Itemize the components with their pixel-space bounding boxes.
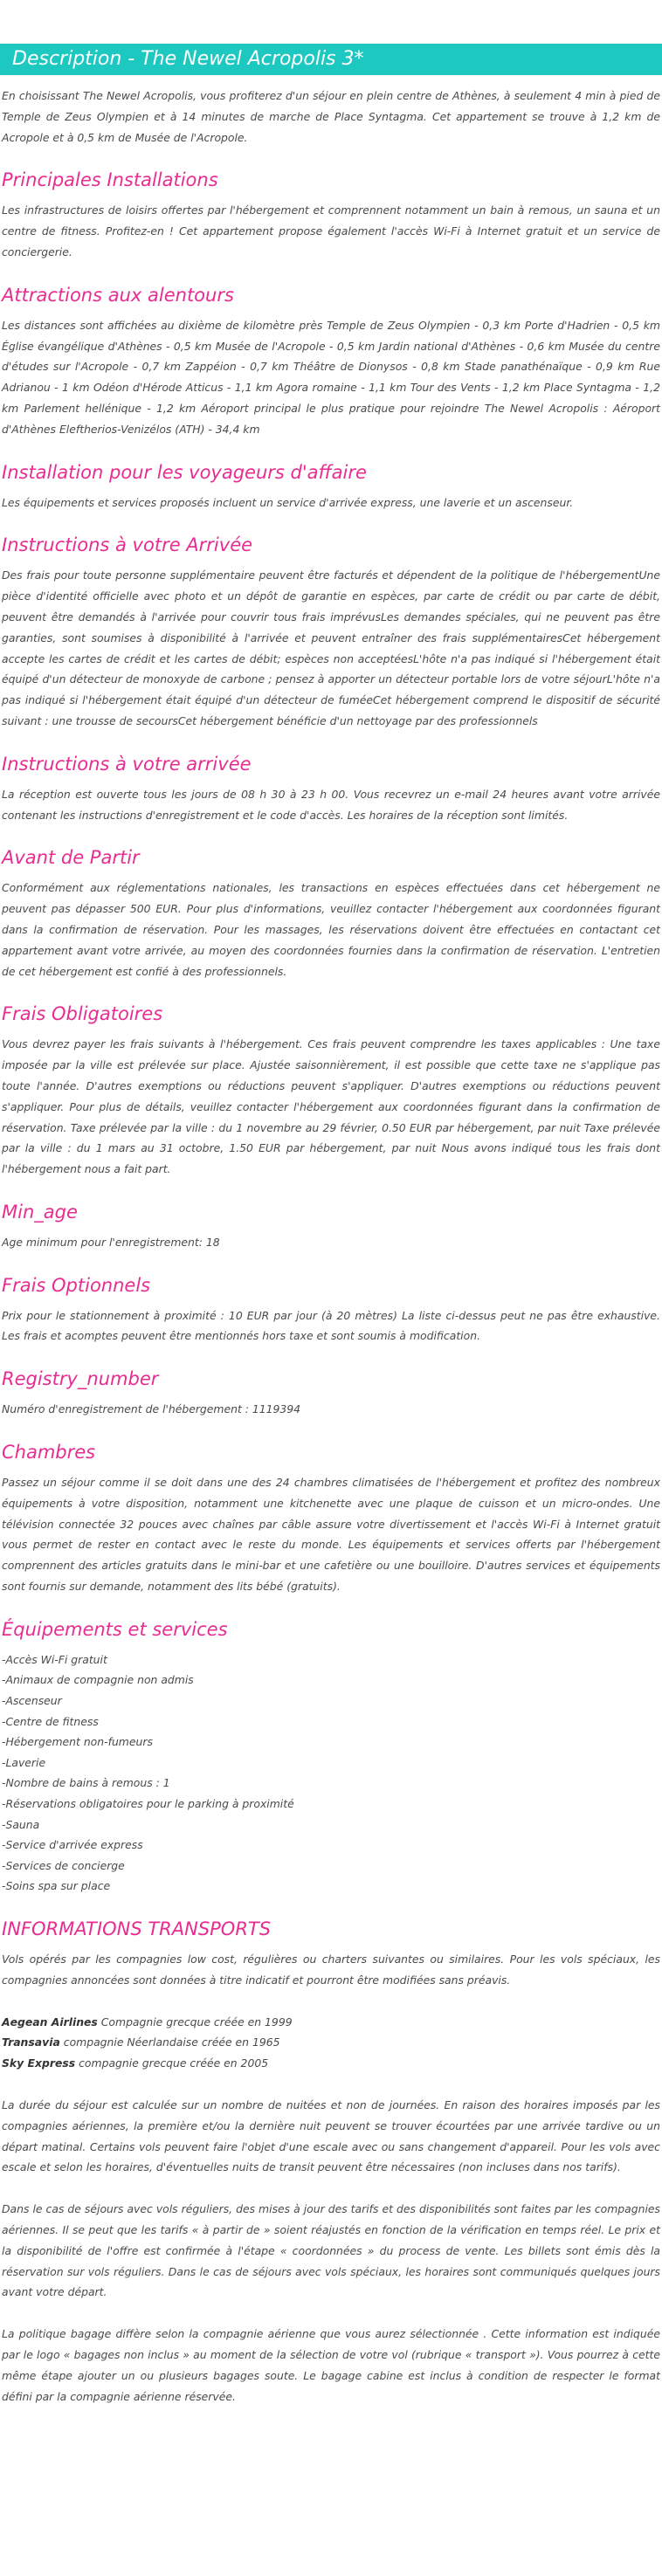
section-heading: Frais Optionnels [2, 1274, 151, 1296]
transports-paragraph: La durée du séjour est calculée sur un nombre de nuitées et non de journées. En raison des horaires imposés par les compagnies aériennes, la première et/ou la dernière nuit peuvent se trouver écourtées par une arrivée tardive ou un départ matinal. Certains vols peuvent faire l'objet d'une escale avec ou sans changement d'appareil. Pour les vols avec escale et selon les horaires, d'éventuelles nuits de transit peuvent être nécessaires (non incluses dans nos tarifs). [2, 2097, 660, 2174]
section-heading: Principales Installations [2, 169, 218, 191]
section-installations [2, 167, 660, 262]
airline-row [2, 2012, 660, 2033]
section-heading: Registry_number [2, 1368, 159, 1390]
section-heading: Équipements et services [2, 1618, 228, 1640]
section-text: Vous devrez payer les frais suivants à l'hébergement. Ces frais peuvent comprendre les taxes applicables : Une taxe imposée par la ville est prélevée sur place. Ajustée saisonnièrement, il est possible que cette taxe ne s'applique pas toute l'année. D'autres exemptions ou réductions peuvent s'appliquer. D'autres exemptions ou réductions peuvent s'appliquer. Pour plus de détails, veuillez contacter l'hébergement aux coordonnées figurant dans la confirmation de réservation. Taxe prélevée par la ville : du 1 novembre au 29 février, 0.50 EUR par hébergement, par nuit Taxe prélevée par la ville : du 1 mars au 31 octobre, 1.50 EUR par hébergement, par nuit Nous avons indiqué tous les frais dont l'hébergement nous a fait part. [2, 1037, 660, 1176]
list-item: -Réservations obligatoires pour le parking à proximité [2, 1797, 294, 1811]
airline-name: Aegean Airlines [2, 2015, 98, 2028]
section-heading: Instructions à votre arrivée [2, 753, 252, 775]
list-item: -Service d'arrivée express [2, 1838, 143, 1852]
list-item: -Soins spa sur place [2, 1879, 111, 1893]
airline-name: Sky Express [2, 2056, 76, 2070]
airline-desc: Compagnie grecque créée en 1999 [100, 2015, 293, 2028]
section-heading: Avant de Partir [2, 847, 140, 869]
section-frais-optionnels [2, 1272, 660, 1347]
section-heading: Installation pour les voyageurs d'affaire [2, 461, 367, 483]
section-attractions [2, 282, 660, 440]
list-item: -Centre de fitness [2, 1714, 99, 1728]
section-text: Les équipements et services proposés incluent un service d'arrivée express, une laverie et un ascenseur. [2, 495, 574, 509]
content [0, 86, 662, 2407]
section-transports [2, 1916, 660, 2407]
list-item: -Ascenseur [2, 1694, 62, 1708]
section-affaires [2, 459, 660, 513]
transports-paragraph: Dans le cas de séjours avec vols réguliers, des mises à jour des tarifs et des disponibilités sont faites par les compagnies aériennes. Il se peut que les tarifs « à partir de » soient réajustés en fonction de la vérification en temps réel. Le prix et la disponibilité de l'offre est confirmée à l'étape « coordonnées » du process de vente. Les billets sont émis dès la réservation sur vols réguliers. Dans le cas de séjours avec vols spéciaux, les horaires sont communiqués quelques jours avant votre départ. [2, 2202, 660, 2299]
airline-name: Transavia [2, 2035, 60, 2049]
section-heading: Attractions aux alentours [2, 284, 234, 306]
transports-paragraph: La politique bagage diffère selon la compagnie aérienne que vous aurez sélectionnée . Cette information est indiquée par le logo « bagages non inclus » au moment de la sélection de votre vol (rubrique « transport »). Vous pourrez à cette même étape ajouter un ou plusieurs bagages soute. Le bagage cabine est inclus à condition de respecter le format défini par la compagnie aérienne réservée. [2, 2327, 660, 2403]
section-avant-de-partir [2, 844, 660, 981]
section-heading: Instructions à votre Arrivée [2, 534, 253, 556]
page-title: Description - The Newel Acropolis 3* [0, 44, 662, 75]
list-item: -Animaux de compagnie non admis [2, 1673, 194, 1687]
airline-row [2, 2032, 660, 2053]
list-item: -Sauna [2, 1817, 40, 1831]
section-equipements [2, 1616, 660, 1897]
section-text: Des frais pour toute personne supplémentaire peuvent être facturés et dépendent de la politique de l'hébergementUne pièce d'identité officielle avec photo et un dépôt de garantie en espèces, par carte de crédit ou par carte de débit, peuvent être demandés à l'arrivée pour couvrir tous frais imprévusLes demandes spéciales, qui ne peuvent pas être garanties, sont soumises à disponibilité à l'arrivée et peuvent entraîner des frais supplémentairesCet hébergement accepte les cartes de crédit et les cartes de débit; espèces non acceptéesL'hôte n'a pas indiqué si l'hébergement était équipé d'un détecteur de monoxyde de carbone ; pensez à apporter un détecteur portable lors de votre séjourL'hôte n'a pas indiqué si l'hébergement était équipé d'un détecteur de fuméeCet hébergement comprend le dispositif de sécurité suivant : une trousse de secoursCet hébergement bénéficie d'un nettoyage par des professionnels [2, 568, 660, 727]
list-item: -Laverie [2, 1755, 46, 1769]
section-arrivee-2 [2, 751, 660, 826]
airline-desc: compagnie Néerlandaise créée en 1965 [63, 2035, 280, 2049]
section-heading: INFORMATIONS TRANSPORTS [2, 1918, 272, 1939]
section-chambres [2, 1439, 660, 1597]
section-registry-number [2, 1366, 660, 1420]
list-item: -Accès Wi-Fi gratuit [2, 1652, 107, 1666]
section-text: Passez un séjour comme il se doit dans une des 24 chambres climatisées de l'hébergement et profitez des nombreux équipements à votre disposition, notamment une kitchenette avec une plaque de cuisson et un micro-ondes. Une télévision connectée 32 pouces avec chaînes par câble assure votre divertissement et l'accès Wi-Fi à Internet gratuit vous permet de rester en contact avec le reste du monde. Les équipements et services offerts par l'hébergement comprennent des articles gratuits dans le mini-bar et une cafetière ou une bouilloire. D'autres services et équipements sont fournis sur demande, notamment des lits bébé (gratuits). [2, 1476, 660, 1594]
section-text: Numéro d'enregistrement de l'hébergement : 1119394 [2, 1402, 301, 1416]
list-item: -Nombre de bains à remous : 1 [2, 1776, 170, 1790]
airline-row [2, 2053, 660, 2074]
section-frais-obligatoires [2, 1001, 660, 1180]
section-text: La réception est ouverte tous les jours de 08 h 30 à 23 h 00. Vous recevrez un e-mail 24 heures avant votre arrivée contenant les instructions d'enregistrement et le code d'accès. Les horaires de la réception sont limités. [2, 787, 660, 822]
list-item: -Hébergement non-fumeurs [2, 1735, 153, 1749]
section-heading: Chambres [2, 1442, 96, 1464]
intro-text: En choisissant The Newel Acropolis, vous profiterez d'un séjour en plein centre de Athènes, à seulement 4 min à pied de Temple de Zeus Olympien et à 14 minutes de marche de Place Syntagma. Cet appartement se trouve à 1,2 km de Acropole et à 0,5 km de Musée de l'Acropole. [2, 89, 660, 144]
transports-intro: Vols opérés par les compagnies low cost, régulières ou charters suivantes ou similaires. Pour les vols spéciaux, les compagnies annoncées sont données à titre indicatif et pourront être modifiées sans préavis. [2, 1952, 660, 1987]
section-min-age [2, 1199, 660, 1253]
section-text: Les distances sont affichées au dixième de kilomètre près Temple de Zeus Olympien - 0,3 km Porte d'Hadrien - 0,5 km Église évangélique d'Athènes - 0,5 km Musée de l'Acropole - 0,5 km Jardin national d'Athènes - 0,6 km Musée du centre d'études sur l'Acropole - 0,7 km Zappéion - 0,7 km Théâtre de Dionysos - 0,8 km Stade panathénaïque - 0,9 km Rue Adrianou - 1 km Odéon d'Hérode Atticus - 1,1 km Agora romaine - 1,1 km Tour des Vents - 1,2 km Place Syntagma - 1,2 km Parlement hellénique - 1,2 km Aéroport principal le plus pratique pour rejoindre The Newel Acropolis : Aéroport d'Athènes Eleftherios-Venizélos (ATH) - 34,4 km [2, 318, 660, 436]
section-text: Age minimum pour l'enregistrement: 18 [2, 1235, 220, 1249]
section-text: Conformément aux réglementations nationales, les transactions en espèces effectuées dans cet hébergement ne peuvent pas dépasser 500 EUR. Pour plus d'informations, veuillez contacter l'hébergement aux coordonnées figurant dans la confirmation de réservation. Pour les massages, les réservations doivent être effectuées en contactant cet appartement avant votre arrivée, au moyen des coordonnées fournies dans la confirmation de réservation. L'entretien de cet hébergement est confié à des professionnels. [2, 881, 660, 978]
section-arrivee-1 [2, 532, 660, 731]
section-heading: Min_age [2, 1201, 78, 1223]
section-heading: Frais Obligatoires [2, 1003, 163, 1025]
list-item: -Services de concierge [2, 1858, 125, 1872]
section-text: Les infrastructures de loisirs offertes par l'hébergement et comprennent notamment un bain à remous, un sauna et un centre de fitness. Profitez-en ! Cet appartement propose également l'accès Wi-Fi à Internet gratuit et un service de conciergerie. [2, 203, 660, 258]
equipements-list [2, 1650, 660, 1897]
airline-desc: compagnie grecque créée en 2005 [79, 2056, 269, 2070]
section-text: Prix pour le stationnement à proximité : 10 EUR par jour (à 20 mètres) La liste ci-dessus peut ne pas être exhaustive. Les frais et acomptes peuvent être mentionnés hors taxe et sont soumis à modification. [2, 1308, 660, 1343]
